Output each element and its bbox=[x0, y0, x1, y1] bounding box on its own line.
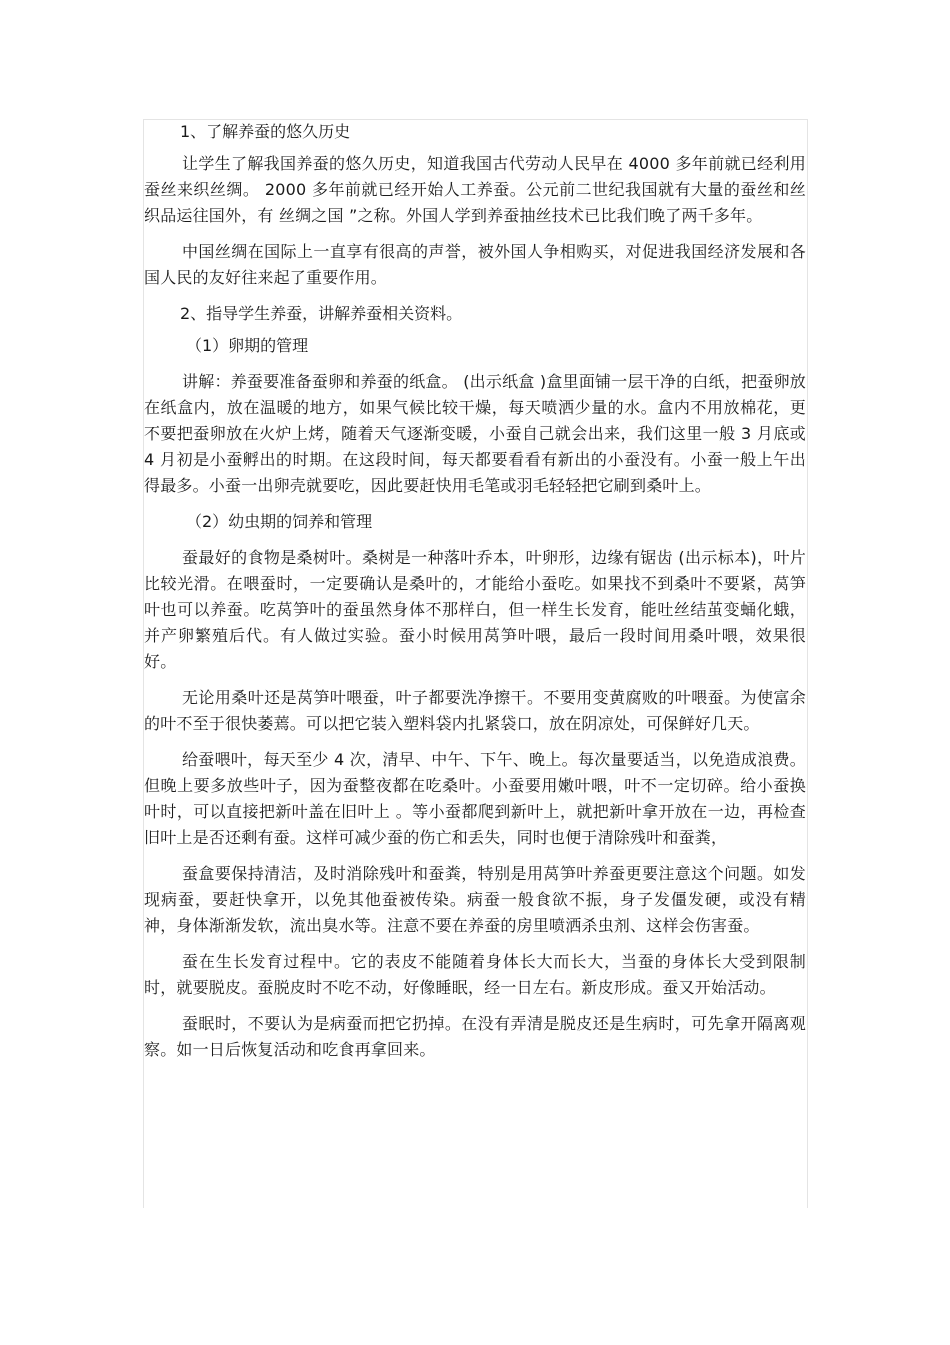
section-2-heading: 2、指导学生养蚕，讲解养蚕相关资料。 bbox=[180, 304, 463, 323]
larva-paragraph-1: 蚕最好的食物是桑树叶。桑树是一种落叶乔本，叶卵形，边缘有锯齿 (出示标本)，叶片比较光滑。在喂蚕时，一定要确认是桑叶的，才能给小蚕吃。如果找不到桑叶不要紧，莴笋叶也可以养蚕。吃莴笋叶的蚕虽然身体不那样白，但一样生长发育，能吐丝结茧变蛹化蛾，并产卵繁殖后代。有人做过实验。蚕小时候用莴笋叶喂，最后一段时间用桑叶喂，效果很好。 bbox=[144, 548, 806, 671]
larva-paragraph-6: 蚕眠时，不要认为是病蚕而把它扔掉。在没有弄清是脱皮还是生病时，可先拿开隔离观察。如一日后恢复活动和吃食再拿回来。 bbox=[144, 1014, 806, 1059]
egg-stage-paragraph: 讲解：养蚕要准备蚕卵和养蚕的纸盒。 (出示纸盒 )盒里面铺一层干净的白纸，把蚕卵放在纸盒内，放在温暖的地方，如果气候比较干燥，每天喷洒少量的水。盒内不用放棉花，更不要把蚕卵放在火炉上烤，随着天气逐渐变暖，小蚕自己就会出来，我们这里一般 3 月底或 4 月初是小蚕孵出的时期。在这段时间，每天都要看看有新出的小蚕没有。小蚕一般上午出得最多。小蚕一出卵壳就要吃，因此要赶快用毛笔或羽毛轻轻把它刷到桑叶上。 bbox=[144, 372, 806, 495]
larva-paragraph-3: 给蚕喂叶，每天至少 4 次，清早、中午、下午、晚上。每次量要适当，以免造成浪费。但晚上要多放些叶子，因为蚕整夜都在吃桑叶。小蚕要用嫩叶喂，叶不一定切碎。给小蚕换叶时，可以直接把新叶盖在旧叶上 。等小蚕都爬到新叶上，就把新叶拿开放在一边，再检查旧叶上是否还剩有蚕。这样可减少蚕的伤亡和丢失，同时也便于清除残叶和蚕粪， bbox=[144, 750, 806, 847]
section-1-paragraph-2: 中国丝绸在国际上一直享有很高的声誉，被外国人争相购买，对促进我国经济发展和各国人民的友好往来起了重要作用。 bbox=[144, 242, 806, 287]
sub-heading-egg-stage: （1）卵期的管理 bbox=[186, 336, 309, 355]
larva-paragraph-5: 蚕在生长发育过程中。它的表皮不能随着身体长大而长大，当蚕的身体长大受到限制时，就要脱皮。蚕脱皮时不吃不动，好像睡眠，经一日左右。新皮形成。蚕又开始活动。 bbox=[144, 952, 806, 997]
section-1-paragraph-1: 让学生了解我国养蚕的悠久历史，知道我国古代劳动人民早在 4000 多年前就已经利用蚕丝来织丝绸。 2000 多年前就已经开始人工养蚕。公元前二世纪我国就有大量的蚕丝和丝织品运往国外，有 丝绸之国 ”之称。外国人学到养蚕抽丝技术已比我们晚了两千多年。 bbox=[144, 154, 806, 225]
document-body bbox=[144, 119, 806, 1063]
larva-paragraph-4: 蚕盒要保持清洁，及时消除残叶和蚕粪，特别是用莴笋叶养蚕更要注意这个问题。如发现病蚕，要赶快拿开，以免其他蚕被传染。病蚕一般食欲不振，身子发僵发硬，或没有精神，身体渐渐发软，流出臭水等。注意不要在养蚕的房里喷洒杀虫剂、这样会伤害蚕。 bbox=[144, 864, 806, 935]
sub-heading-larva-stage: （2）幼虫期的饲养和管理 bbox=[186, 512, 373, 531]
section-1-heading: 1、了解养蚕的悠久历史 bbox=[180, 122, 351, 141]
larva-paragraph-2: 无论用桑叶还是莴笋叶喂蚕，叶子都要洗净擦干。不要用变黄腐败的叶喂蚕。为使富余的叶不至于很快萎蔫。可以把它装入塑料袋内扎紧袋口，放在阴凉处，可保鲜好几天。 bbox=[144, 688, 806, 733]
